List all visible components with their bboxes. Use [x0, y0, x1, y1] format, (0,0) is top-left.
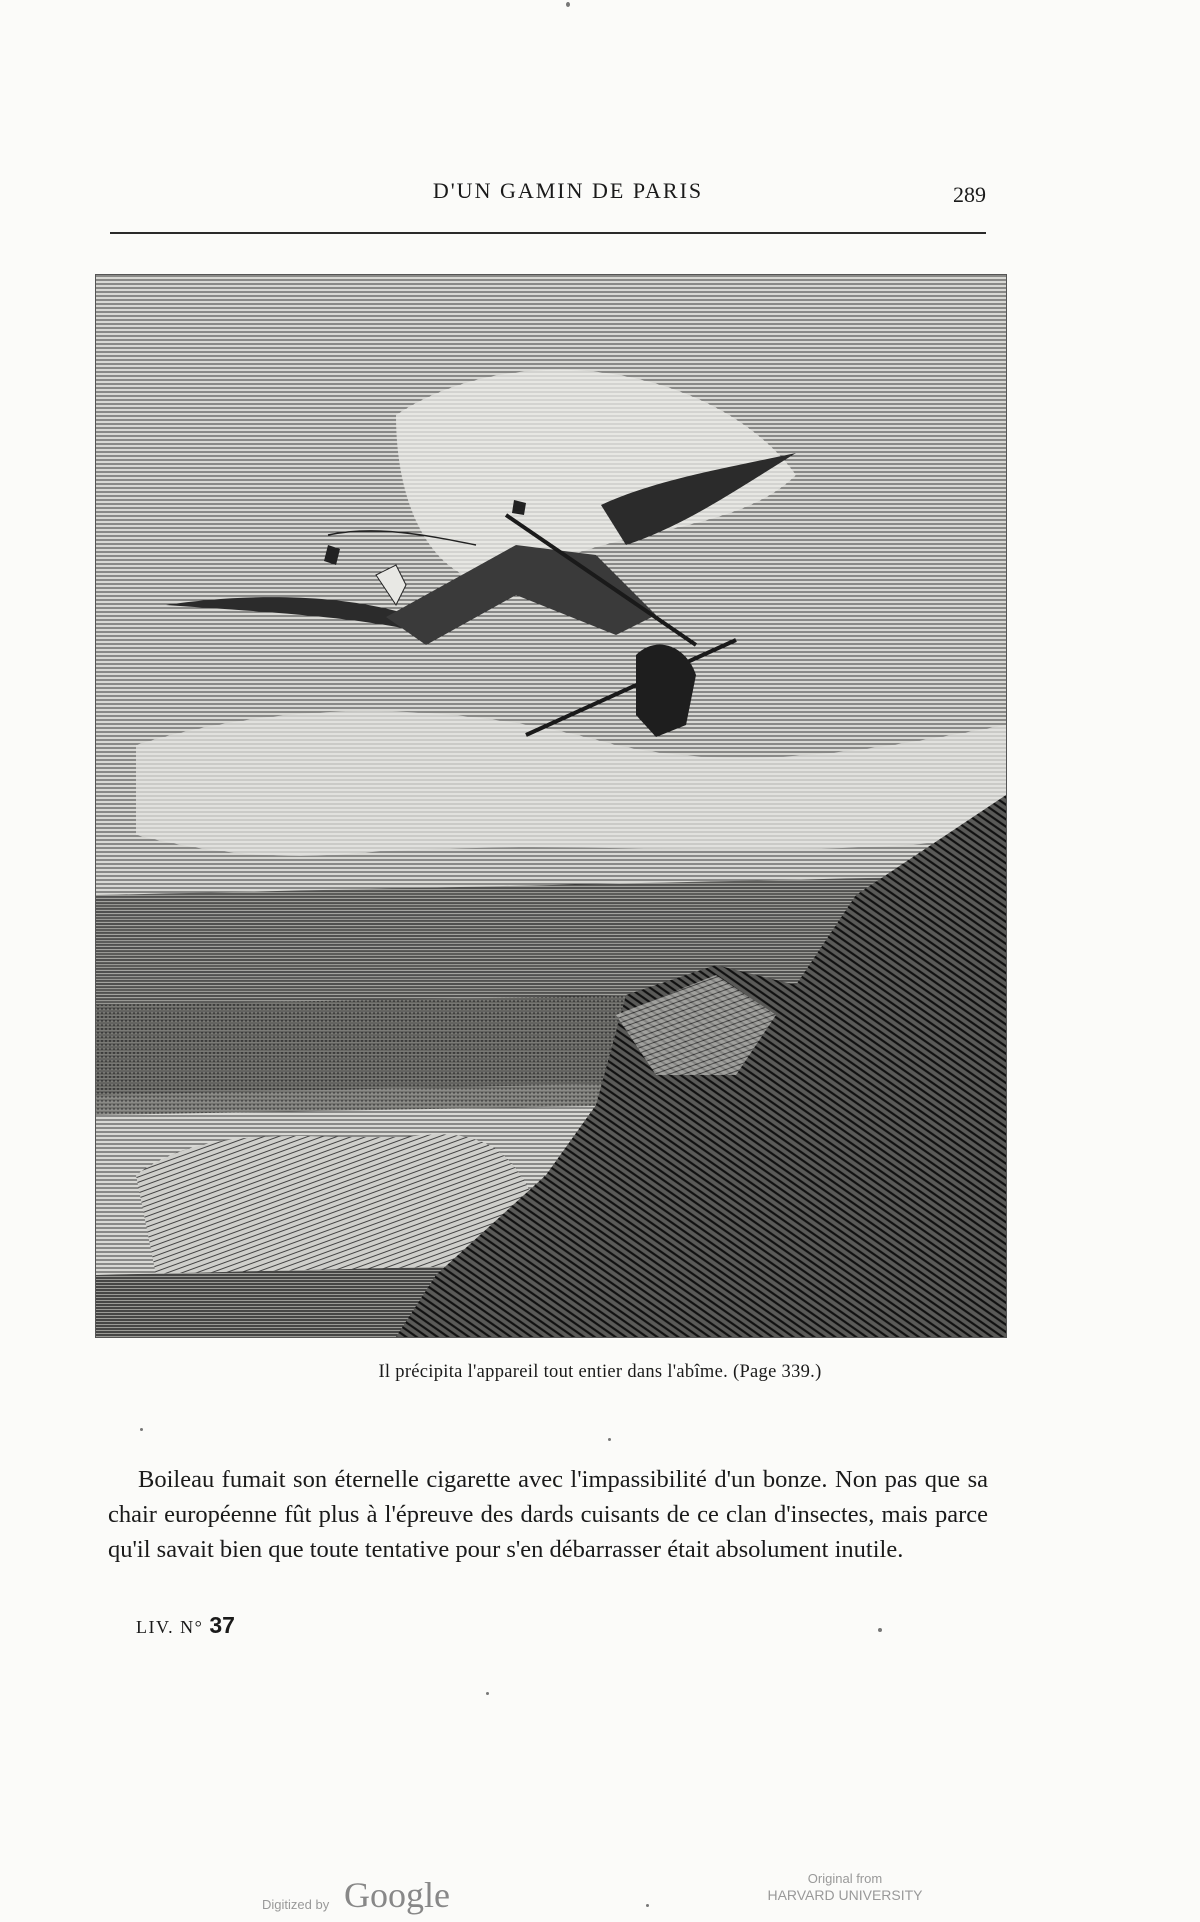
paper-speck — [140, 1428, 143, 1431]
signature-label: LIV. N° — [136, 1617, 204, 1637]
figure-caption: Il précipita l'appareil tout entier dans l'abîme. (Page 339.) — [378, 1362, 822, 1382]
paper-speck — [566, 2, 570, 7]
paper-speck — [878, 1628, 882, 1632]
signature-number: 37 — [209, 1612, 235, 1638]
running-title: D'UN GAMIN DE PARIS — [432, 178, 704, 203]
original-from-label: Original from — [807, 1871, 883, 1886]
page-header — [110, 178, 986, 218]
original-source — [760, 1870, 930, 1904]
gathering-signature — [136, 1612, 235, 1639]
digitized-by-label: Digitized by — [262, 1897, 330, 1912]
engraving-flying-machine-illustration — [96, 275, 1006, 1337]
paper-speck — [486, 1692, 489, 1695]
header-rule — [110, 232, 986, 234]
body-paragraph: Boileau fumait son éternelle cigarette avec l'impassibilité d'un bonze. Non pas que sa chair européenne fût plus à l'épreuve des dards cuisants de ce clan d'insectes, mais parce qu'il savait bien que toute tentative pour s'en débarrasser était absolument inutile. — [108, 1466, 988, 1563]
paper-speck — [608, 1438, 611, 1441]
paper-speck — [646, 1904, 649, 1907]
institution-name: HARVARD UNIVERSITY — [767, 1887, 923, 1903]
page-number: 289 — [953, 182, 986, 207]
engraving-illustration — [95, 274, 1007, 1338]
google-logo: Google — [344, 1875, 450, 1915]
